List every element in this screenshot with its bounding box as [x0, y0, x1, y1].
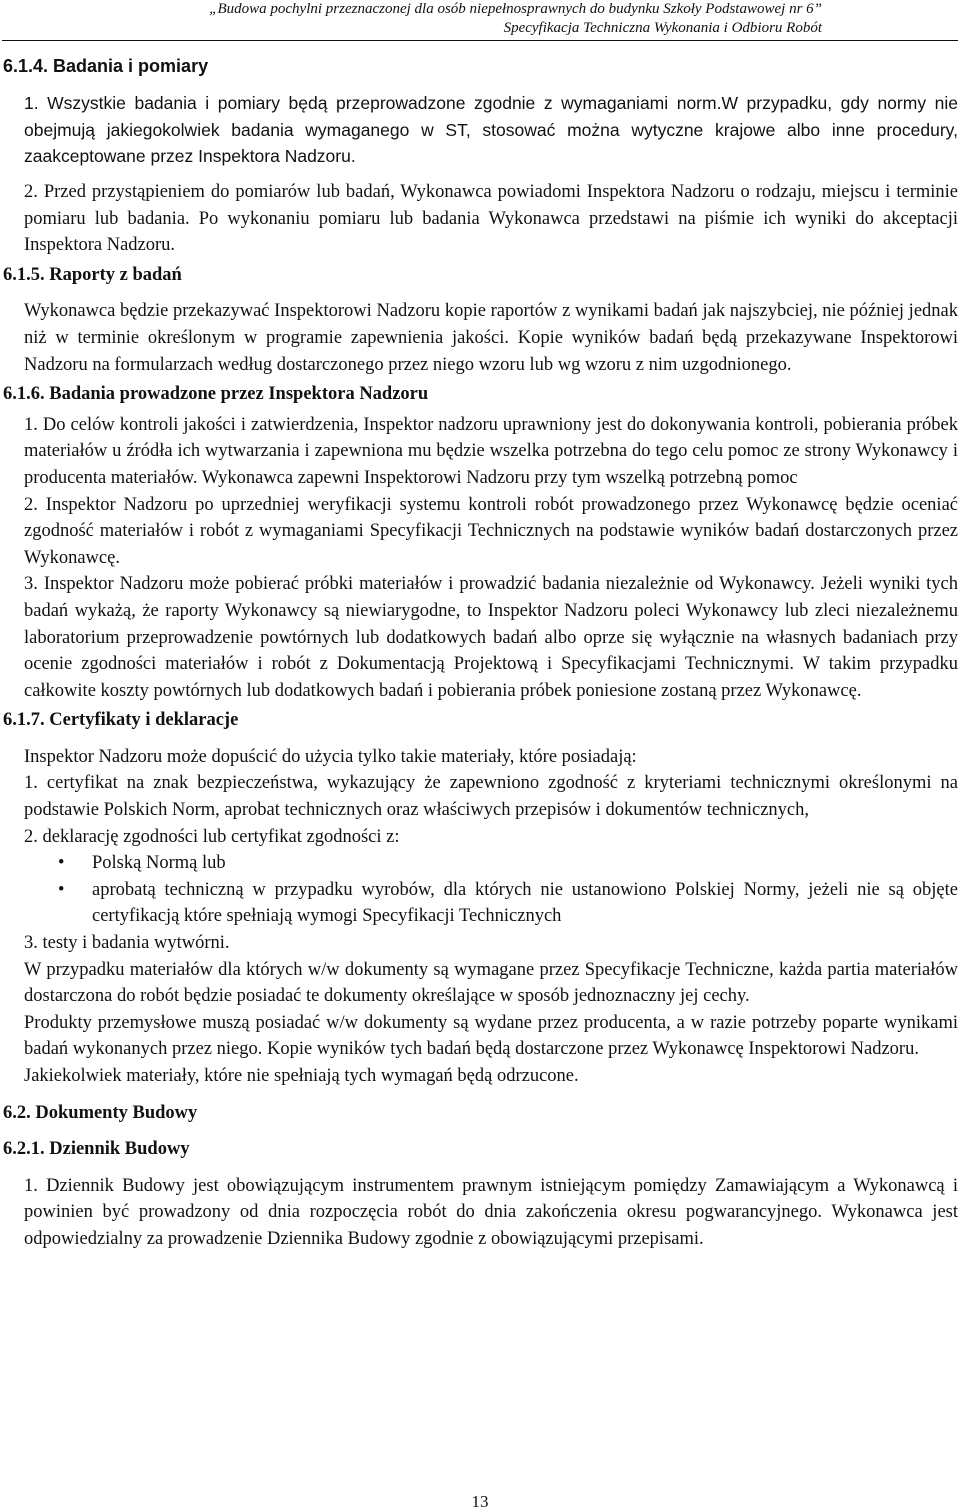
section-heading-6-1-4: 6.1.4. Badania i pomiary: [3, 56, 209, 76]
bullet-item: [24, 850, 958, 877]
section-heading-6-1-7: 6.1.7. Certyfikaty i deklaracje: [3, 710, 239, 731]
header-subtitle: Specyfikacja Techniczna Wykonania i Odbioru Robót: [503, 20, 822, 36]
paragraph-6-1-7-intro: Inspektor Nadzoru może dopuścić do użycia tylko takie materiały, które posiadają:: [24, 746, 637, 767]
bullet-item-text: aprobatą techniczną w przypadku wyrobów, dla których nie ustanowiono Polskiej Normy, jeżeli nie są objęte certyfikacją które spełniają wymogi Specyfikacji Technicznych: [92, 879, 958, 927]
header-divider: [2, 40, 958, 41]
list-item-6-1-7-2: 2. deklarację zgodności lub certyfikat zgodności z:: [24, 826, 400, 847]
document-body: [3, 179, 958, 1253]
paragraph-6-1-6-3: 3. Inspektor Nadzoru może pobierać próbki materiałów i prowadzić badania niezależnie od Wykonawcy. Jeżeli wyniki tych badań wykażą, że raporty Wykonawcy są niewiarygodne, to Inspektor Nadzoru poleci Wykonawcy lub zleci niezależnemu laboratorium przeprowadzenie powtórnych lub dodatkowych badań albo oprze się wyłącznie na własnych badaniach przy ocenie zgodności materiałów i robót z Dokumentacją Projektową i Specyfikacjami Technicznymi. W takim przypadku całkowite koszty powtórnych lub dodatkowych badań i pobierania próbek poniesione zostaną przez Wykonawcę.: [24, 574, 958, 701]
bullet-icon: •: [58, 853, 65, 874]
list-item-6-1-7-3: 3. testy i badania wytwórni.: [24, 933, 230, 954]
section-heading-6-2: 6.2. Dokumenty Budowy: [3, 1102, 198, 1123]
paragraph-6-2-1-1: 1. Dziennik Budowy jest obowiązującym instrumentem prawnym istniejącym pomiędzy Zamawiającym a Wykonawcą i powinien być prowadzony od dnia rozpoczęcia robót do dnia zakończenia okresu pogwarancyjnego. Wykonawca jest odpowiedzialny za prowadzenie Dziennika Budowy zgodnie z obowiązującymi przepisami.: [24, 1175, 958, 1249]
paragraph-6-1-6-1: 1. Do celów kontroli jakości i zatwierdzenia, Inspektor nadzoru uprawniony jest do dokonywania kontroli, pobierania próbek materiałów u źródła ich wytwarzania i zapewniona mu będzie wszelka potrzebna do tego celu pomoc ze strony Wykonawcy i producenta materiałów. Wykonawca zapewni Inspektorowi Nadzoru przy tym wszelką potrzebną pomoc: [24, 414, 958, 488]
header-title: „Budowa pochylni przeznaczonej dla osób niepełnosprawnych do budynku Szkoły Podstawowej nr 6”: [209, 1, 822, 17]
paragraph-6-1-7-products: Produkty przemysłowe muszą posiadać w/w dokumenty są wydane przez producenta, a w razie potrzeby poparte wynikami badań wykonanych przez niego. Kopie wyników tych badań będą dostarczone przez Wykonawcę Inspektorowi Nadzoru.: [24, 1012, 958, 1060]
paragraph-6-1-4-1: 1. Wszystkie badania i pomiary będą przeprowadzone zgodnie z wymaganiami norm.W przypadku, gdy normy nie obejmują jakiegokolwiek badania wymaganego w ST, stosować można wytyczne krajowe albo inne procedury, zaakceptowane przez Inspektora Nadzoru.: [24, 93, 958, 167]
list-item-6-1-7-1: 1. certyfikat na znak bezpieczeństwa, wykazujący że zapewniono zgodność z kryteriami technicznymi określonymi na podstawie Polskich Norm, aprobat technicznych oraz właściwych przepisów i dokumentów technicznych,: [24, 773, 958, 821]
paragraph-6-1-4-2: 2. Przed przystąpieniem do pomiarów lub badań, Wykonawca powiadomi Inspektora Nadzoru o rodzaju, miejscu i terminie pomiaru lub badania. Po wykonaniu pomiaru lub badania Wykonawca przedstawi na piśmie ich wyniki do akceptacji Inspektora Nadzoru.: [24, 182, 958, 256]
section-heading-6-1-6: 6.1.6. Badania prowadzone przez Inspektora Nadzoru: [3, 384, 429, 405]
paragraph-6-1-7-rejected: Jakiekolwiek materiały, które nie spełniają tych wymagań będą odrzucone.: [24, 1066, 579, 1086]
section-heading-6-1-5: 6.1.5. Raporty z badań: [3, 264, 182, 285]
bullet-icon: •: [58, 879, 65, 900]
paragraph-6-1-5-1: Wykonawca będzie przekazywać Inspektorowi Nadzoru kopie raportów z wynikami badań jak najszybciej, nie później jednak niż w terminie określonym w programie zapewnienia jakości. Kopie wyników badań będą przekazywane Inspektorowi Nadzoru na formularzach według dostarczonego przez niego wzoru lub wg wzoru z nim uzgodnionego.: [24, 301, 958, 375]
section-heading-6-2-1: 6.2.1. Dziennik Budowy: [3, 1139, 190, 1160]
section-6-1-4-body: [24, 90, 958, 170]
bullet-item: [24, 877, 958, 930]
running-header: [209, 0, 822, 38]
page-number: 13: [471, 1492, 489, 1511]
bullet-item-text: Polską Normą lub: [92, 853, 226, 874]
paragraph-6-1-7-documents: W przypadku materiałów dla których w/w dokumenty są wymagane przez Specyfikacje Techniczne, każda partia materiałów dostarczona do robót będzie posiadać te dokumenty określające w sposób jednoznaczny jej cechy.: [24, 959, 958, 1007]
paragraph-6-1-6-2: 2. Inspektor Nadzoru po uprzedniej weryfikacji systemu kontroli robót prowadzonego przez Wykonawcę będzie oceniać zgodność materiałów i robót z wymaganiami Specyfikacji Technicznych na podstawie wyników badań dostarczonych przez Wykonawcę.: [24, 494, 958, 568]
